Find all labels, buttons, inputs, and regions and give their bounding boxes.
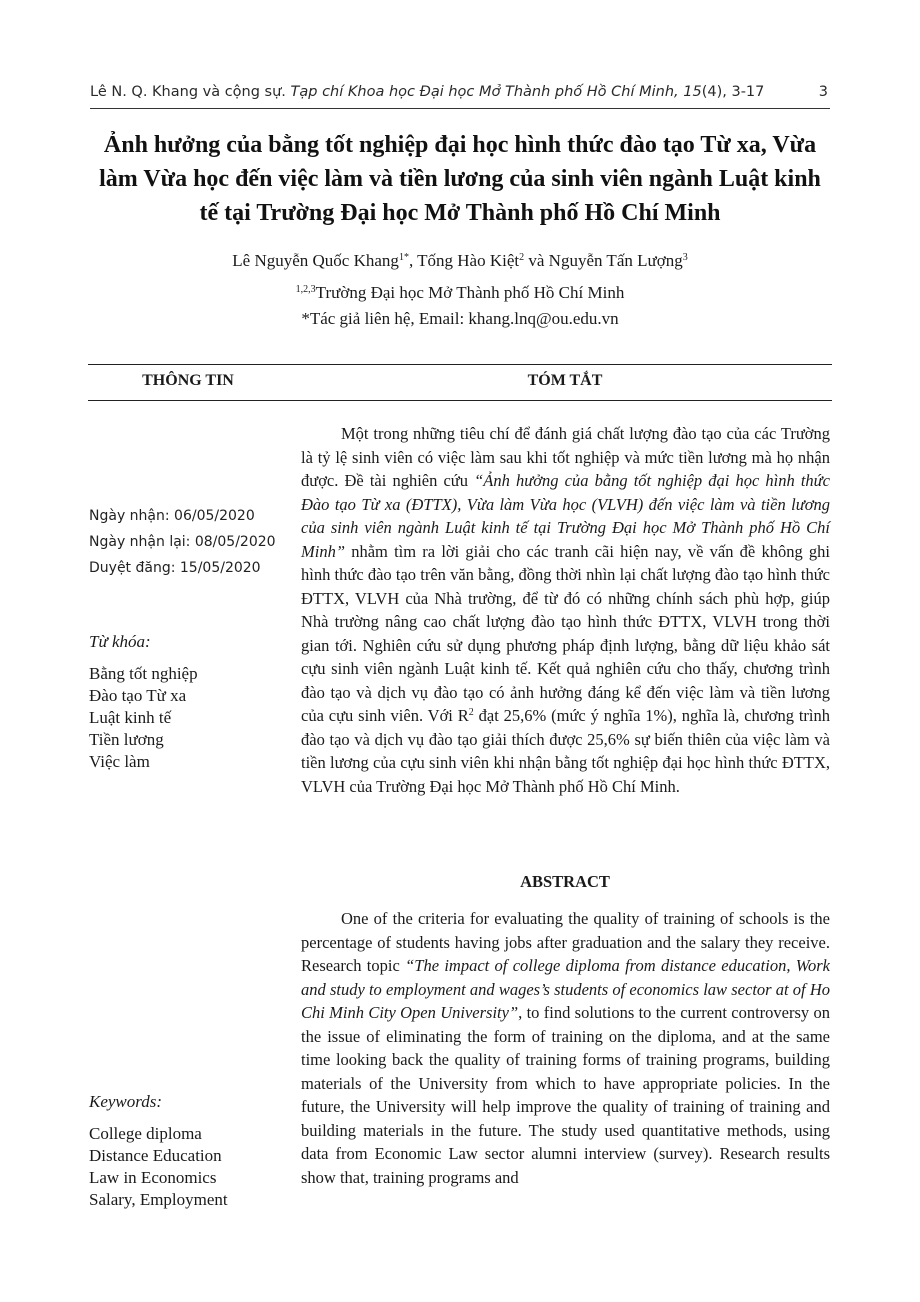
paper-title: Ảnh hưởng của bằng tốt nghiệp đại học hình thức đào tạo Từ xa, Vừa làm Vừa học đến việc làm và tiền lương của sinh viên ngành Luật kinh tế tại Trường Đại học Mở Thành phố Hồ Chí Minh: [99, 132, 821, 226]
table-header-rule: [88, 400, 832, 401]
author-3: Nguyễn Tấn Lượng: [548, 251, 683, 270]
corresponding-author: *Tác giả liên hệ, Email: khang.lnq@ou.edu.vn: [301, 309, 619, 328]
summary-column-header: TÓM TẮT: [527, 372, 603, 389]
running-header: [90, 80, 830, 106]
keyword-vi: Việc làm: [89, 752, 150, 771]
author-2-sup: 2: [519, 252, 525, 263]
author-line: [90, 250, 830, 272]
running-header-citation: [90, 84, 764, 100]
header-issue: (4), 3-17: [701, 84, 765, 100]
affiliation-text: Trường Đại học Mở Thành phố Hồ Chí Minh: [315, 283, 625, 302]
abstract-en-topic: “The impact of college diploma from distance education, Work and study to employment and wages’s students of economics law sector at of Ho Chi Minh City Open University”: [301, 956, 830, 1022]
keywords-vi-label: Từ khóa:: [89, 632, 151, 651]
author-1-sup: 1*: [398, 252, 409, 263]
date-received: Ngày nhận: 06/05/2020: [89, 508, 255, 524]
header-journal: Tạp chí Khoa học Đại học Mở Thành phố Hồ Chí Minh, 15: [290, 84, 702, 100]
abstract-en-paragraph: [301, 907, 830, 1189]
keyword-vi: Đào tạo Từ xa: [89, 686, 187, 705]
keywords-vi-list: [89, 663, 198, 773]
keyword-vi: Tiền lương: [89, 730, 164, 749]
keyword-en: Law in Economics: [89, 1168, 217, 1187]
abstract-en-heading: ABSTRACT: [520, 872, 610, 891]
info-column-header: THÔNG TIN: [142, 372, 234, 389]
abstract-vi-part-1: Một trong những tiêu chí để đánh giá chất lượng đào tạo của các Trường là tỷ lệ sinh viên có việc làm sau khi tốt nghiệp và mức tiền lương mà họ nhận được. Đề tài nghiên cứu: [301, 424, 830, 490]
author-2: Tống Hào Kiệt: [417, 251, 520, 270]
header-rule: [90, 108, 830, 109]
abstract-vi-part-2: nhằm tìm ra lời giải cho các tranh cãi hiện nay, về vấn đề không ghi hình thức đào tạo trên văn bằng, đồng thời nhìn lại chất lượng đào tạo hình thức ĐTTX, VLVH của Nhà trường, để từ đó có những chính sách phù hợp, giúp Nhà trường nâng cao chất lượng đào tạo hình thức ĐTTX, VLVH trong thời gian tới. Nghiên cứu sử dụng phương pháp định lượng, bằng dữ liệu khảo sát cựu sinh viên ngành Luật kinh tế. Kết quả nghiên cứu cho thấy, chương trình đào tạo và dịch vụ đào tạo có ảnh hưởng đáng kể đến việc làm và tiền lương của cựu sinh viên. Với R: [301, 541, 830, 725]
keyword-en: Distance Education: [89, 1146, 222, 1165]
abstract-en-part-2: , to find solutions to the current controversy on the issue of eliminating the form of training on the diploma, and at the same time looking back the quality of training forms of training programs, building materials of the University from which to have appropriate policies. In the future, the University will help improve the quality of training of training and building materials in the future. The study used quantitative methods, using data from Economic Law sector alumni interview (survey). Research results show that, training programs and: [301, 1003, 830, 1187]
page-number: 3: [818, 84, 828, 100]
keyword-en: Salary, Employment: [89, 1190, 228, 1209]
date-accepted: Duyệt đăng: 15/05/2020: [89, 560, 261, 576]
date-revised: Ngày nhận lại: 08/05/2020: [89, 534, 276, 550]
abstract-vi-topic: “Ảnh hưởng của bằng tốt nghiệp đại học hình thức Đào tạo Từ xa (ĐTTX), Vừa làm Vừa học (VLVH) đến việc làm và tiền lương của sinh viên ngành Luật kinh tế tại Trường Đại học Mở Thành phố Hồ Chí Minh”: [301, 471, 831, 561]
keyword-en: College diploma: [89, 1124, 202, 1143]
author-1: Lê Nguyễn Quốc Khang: [232, 251, 399, 270]
keywords-en-list: [89, 1123, 228, 1211]
keywords-en-label: Keywords:: [89, 1092, 163, 1111]
keyword-vi: Luật kinh tế: [89, 708, 172, 727]
author-sep-2: và: [524, 251, 549, 270]
affiliation: [90, 282, 830, 304]
author-sep-1: ,: [408, 251, 418, 270]
abstract-en-part-1: One of the criteria for evaluating the quality of training of schools is the percentage of students having jobs after graduation and the salary they receive. Research topic: [301, 909, 830, 975]
header-authors: Lê N. Q. Khang và cộng sự.: [90, 84, 286, 100]
abstract-en: [301, 907, 830, 1219]
r-squared-sup: 2: [468, 707, 474, 718]
affiliation-sup: 1,2,3: [295, 284, 316, 295]
table-top-rule: [88, 364, 832, 365]
abstract-vi-paragraph: [301, 422, 830, 798]
article-dates: [89, 503, 276, 581]
abstract-vi-part-3: đạt 25,6% (mức ý nghĩa 1%), nghĩa là, chương trình đào tạo và dịch vụ đào tạo giải thích được 25,6% sự biến thiên của việc làm và tiền lương của cựu sinh viên khi nhận bằng tốt nghiệp đại học hình thức ĐTTX, VLVH của Trường Đại học Mở Thành phố Hồ Chí Minh.: [301, 706, 830, 796]
abstract-vi: [301, 422, 830, 798]
author-3-sup: 3: [682, 252, 688, 263]
keyword-vi: Bằng tốt nghiệp: [89, 664, 198, 683]
